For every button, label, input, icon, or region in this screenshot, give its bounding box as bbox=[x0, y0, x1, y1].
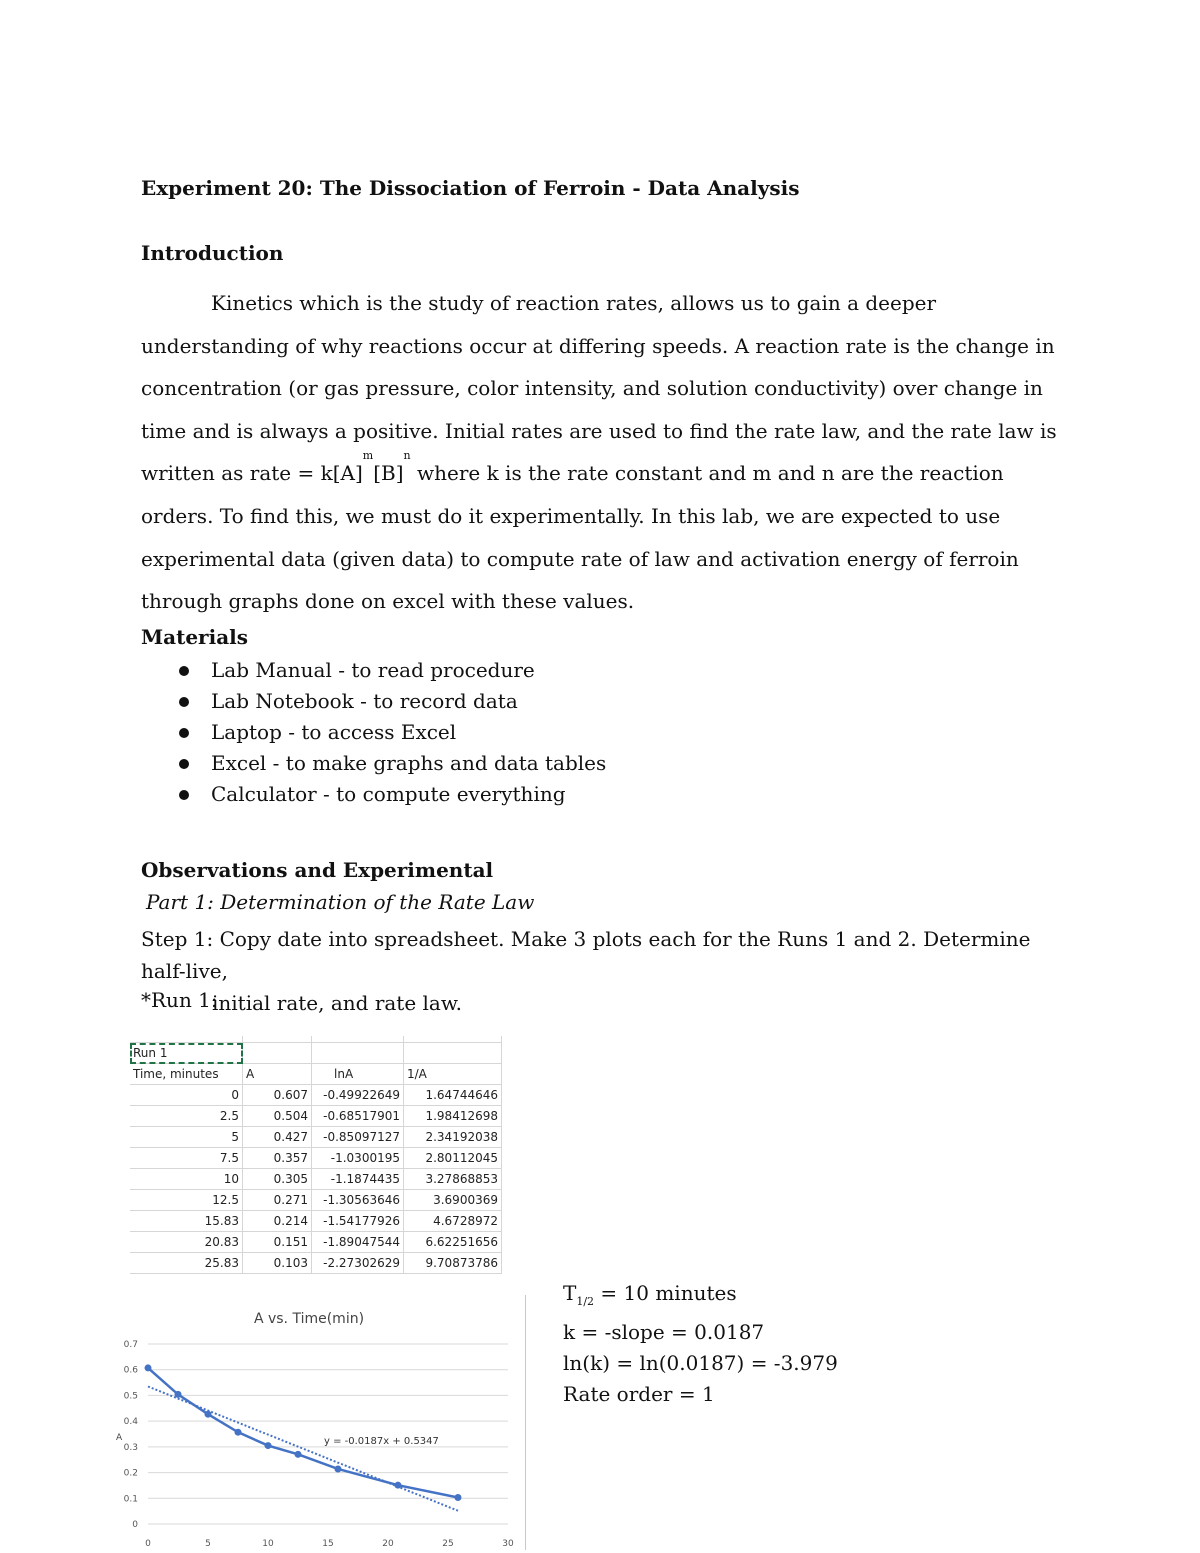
y-axis-label: A bbox=[116, 1433, 123, 1443]
y-tick-label: 0.6 bbox=[123, 1365, 138, 1376]
data-point bbox=[235, 1429, 242, 1436]
table-row: 0 0.607 -0.49922649 1.64744646 bbox=[130, 1085, 502, 1106]
x-tick-label: 5 bbox=[205, 1539, 211, 1549]
bullet-icon bbox=[179, 790, 189, 800]
rate-order-line: Rate order = 1 bbox=[563, 1382, 715, 1406]
table-header-row bbox=[130, 1064, 502, 1085]
materials-heading: Materials bbox=[141, 625, 249, 649]
data-point bbox=[454, 1494, 461, 1501]
materials-list bbox=[141, 655, 606, 810]
divider bbox=[525, 1295, 526, 1550]
intro-text-1: Kinetics which is the study of reaction rates, allows us to gain a deeper understanding of why reactions occur at differing speeds. A reaction rate is the change in concentration (or gas pressure, color intensity, and solution conductivity) over change in time and is always a positive. Initial rates are used to find the rate law, and the rate law is written as rate = k[A] bbox=[141, 291, 1057, 486]
x-tick-label: 0 bbox=[145, 1539, 151, 1549]
data-point bbox=[394, 1482, 401, 1489]
exponent-n: n bbox=[403, 449, 411, 463]
column-header[interactable]: Time, minutes bbox=[130, 1064, 243, 1085]
bullet-icon bbox=[179, 759, 189, 769]
rate-constant-line: k = -slope = 0.0187 bbox=[563, 1320, 765, 1344]
exponent-m: m bbox=[362, 449, 374, 463]
results-block bbox=[563, 1278, 838, 1410]
y-tick-label: 0.3 bbox=[123, 1442, 138, 1453]
bullet-icon bbox=[179, 697, 189, 707]
bullet-icon bbox=[179, 728, 189, 738]
step-label: Step 1: bbox=[141, 927, 220, 951]
step-text-line1: Copy date into spreadsheet. Make 3 plots each for the Runs 1 and 2. Determine half-live, bbox=[141, 927, 1031, 983]
column-header[interactable]: A bbox=[243, 1064, 312, 1085]
observations-heading: Observations and Experimental bbox=[141, 858, 494, 882]
table-row: 7.5 0.357 -1.0300195 2.80112045 bbox=[130, 1148, 502, 1169]
bullet-icon bbox=[179, 666, 189, 676]
list-item: Lab Notebook - to record data bbox=[141, 686, 606, 717]
trendline-equation: y = -0.0187x + 0.5347 bbox=[324, 1436, 439, 1447]
data-point bbox=[175, 1391, 182, 1398]
data-point bbox=[334, 1465, 341, 1472]
list-item: Calculator - to compute everything bbox=[141, 779, 606, 810]
table-row: 5 0.427 -0.85097127 2.34192038 bbox=[130, 1127, 502, 1148]
introduction-heading: Introduction bbox=[141, 241, 284, 265]
page-title: Experiment 20: The Dissociation of Ferroin - Data Analysis bbox=[141, 176, 800, 200]
y-tick-label: 0.5 bbox=[123, 1391, 138, 1402]
table-row: 25.83 0.103 -2.27302629 9.70873786 bbox=[130, 1253, 502, 1274]
table-row bbox=[130, 1043, 502, 1064]
data-point bbox=[145, 1364, 152, 1371]
y-tick-label: 0 bbox=[132, 1520, 138, 1530]
sheet-title-cell[interactable]: Run 1 bbox=[130, 1043, 243, 1064]
spreadsheet bbox=[130, 1036, 502, 1282]
part-subheading: Part 1: Determination of the Rate Law bbox=[146, 890, 535, 914]
y-tick-label: 0.2 bbox=[123, 1468, 138, 1479]
step-text-line2: initial rate, and rate law. bbox=[212, 991, 462, 1015]
data-point bbox=[205, 1411, 212, 1418]
x-tick-label: 25 bbox=[442, 1539, 454, 1549]
column-header[interactable]: lnA bbox=[312, 1064, 404, 1085]
table-row: 20.83 0.151 -1.89047544 6.62251656 bbox=[130, 1232, 502, 1253]
y-tick-label: 0.4 bbox=[123, 1417, 138, 1428]
y-tick-label: 0.1 bbox=[123, 1494, 138, 1505]
chart-title: A vs. Time(min) bbox=[253, 1311, 365, 1327]
column-header[interactable]: 1/A bbox=[404, 1064, 502, 1085]
ln-k-line: ln(k) = ln(0.0187) = -3.979 bbox=[563, 1351, 838, 1375]
run-label: *Run 1: bbox=[141, 988, 218, 1012]
table-row: 10 0.305 -1.1874435 3.27868853 bbox=[130, 1169, 502, 1190]
table-row: 15.83 0.214 -1.54177926 4.6728972 bbox=[130, 1211, 502, 1232]
y-tick-label: 0.7 bbox=[123, 1340, 138, 1350]
list-item: Laptop - to access Excel bbox=[141, 717, 606, 748]
data-point bbox=[265, 1442, 272, 1449]
series-line bbox=[148, 1368, 458, 1498]
table-row: 12.5 0.271 -1.30563646 3.6900369 bbox=[130, 1190, 502, 1211]
data-point bbox=[295, 1451, 302, 1458]
a-vs-time-chart bbox=[110, 1300, 520, 1553]
intro-text-2: [B] bbox=[373, 461, 404, 486]
intro-text-3: where k is the rate constant and m and n are the reaction orders. To find this, we must do it experimentally. In this lab, we are expected to use experimental data (given data) to compute rate of law and activation energy of ferroin through graphs done on excel with these values. bbox=[141, 461, 1019, 614]
introduction-paragraph bbox=[141, 282, 1076, 623]
list-item: Excel - to make graphs and data tables bbox=[141, 748, 606, 779]
x-tick-label: 15 bbox=[322, 1539, 334, 1549]
step-1 bbox=[141, 923, 1076, 1019]
x-tick-label: 10 bbox=[262, 1539, 274, 1549]
x-tick-label: 30 bbox=[502, 1539, 514, 1549]
half-life-line: $T_{1/2} = 10$ minutes bbox=[563, 1281, 737, 1308]
table-row: 2.5 0.504 -0.68517901 1.98412698 bbox=[130, 1106, 502, 1127]
x-tick-label: 20 bbox=[382, 1539, 394, 1549]
list-item: Lab Manual - to read procedure bbox=[141, 655, 606, 686]
